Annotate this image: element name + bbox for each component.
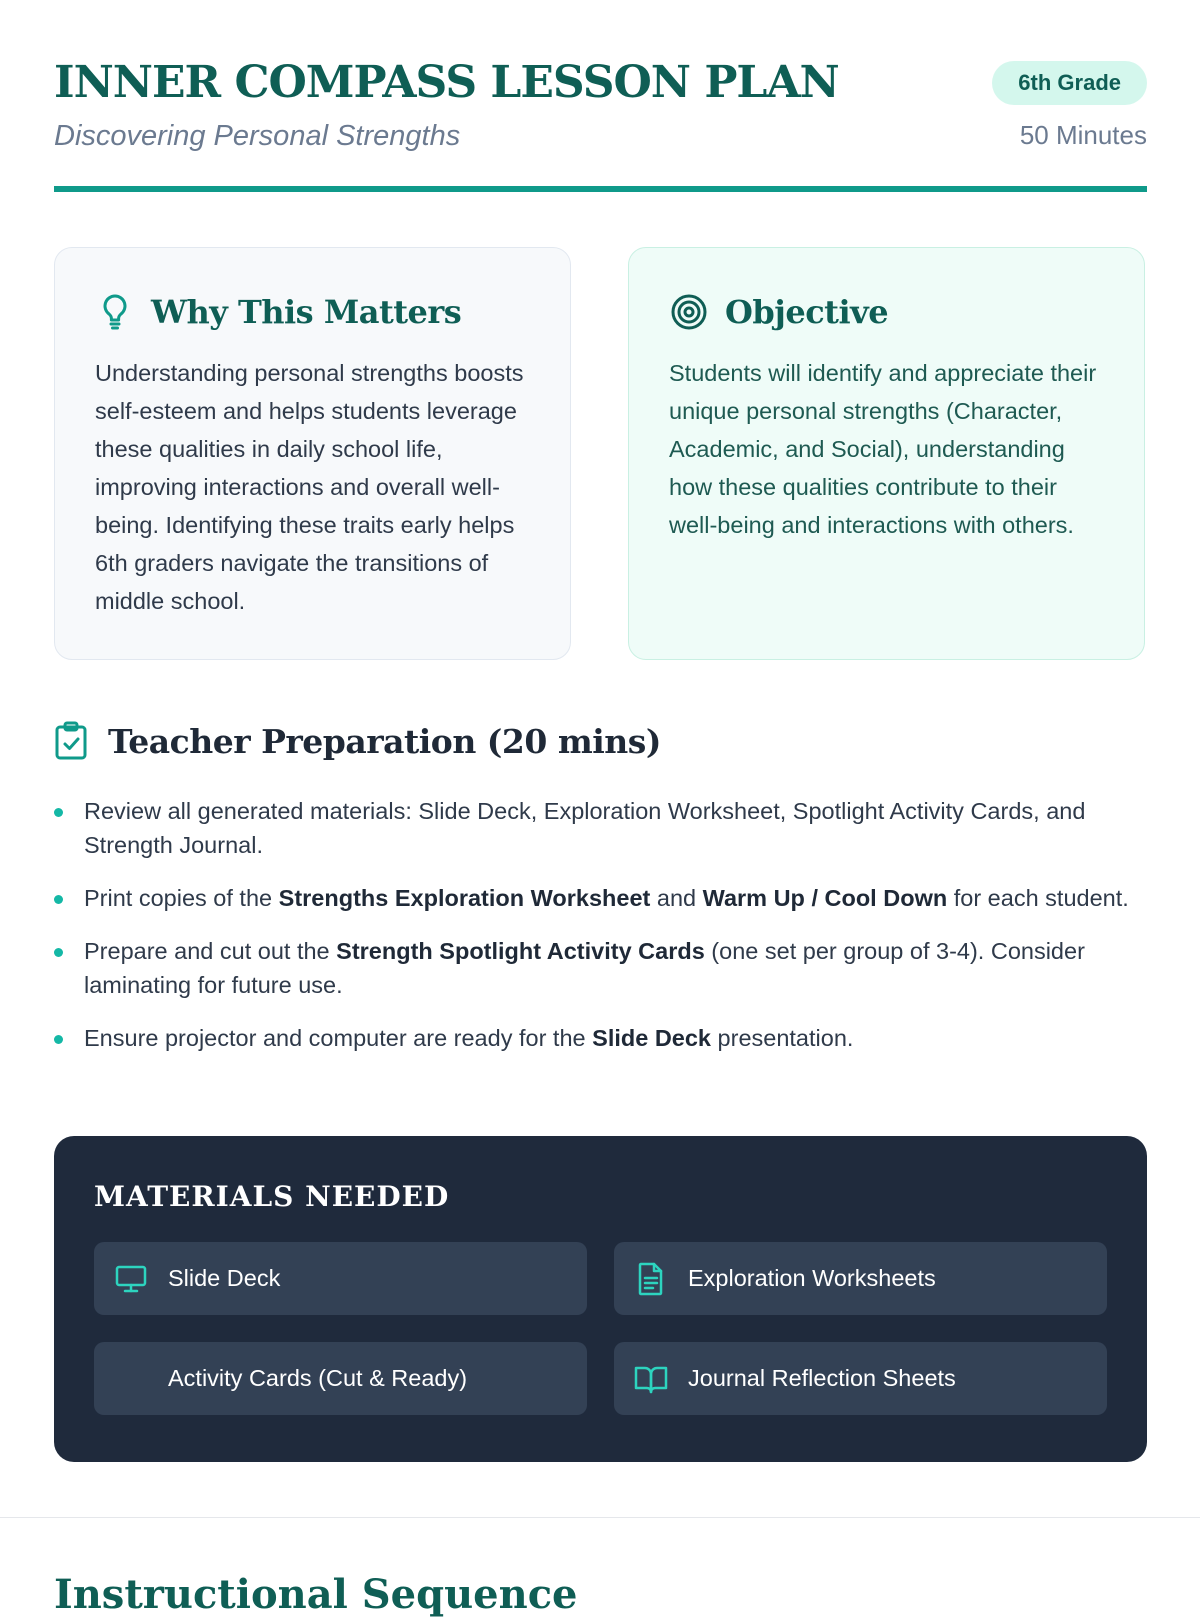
list-item [54, 881, 1147, 915]
bullet-dot [54, 948, 63, 957]
material-journal-sheets [614, 1342, 1107, 1415]
material-exploration-worksheets [614, 1242, 1107, 1315]
bullet-dot [54, 1035, 63, 1044]
page-subtitle: Discovering Personal Strengths [54, 120, 461, 152]
page-title: INNER COMPASS LESSON PLAN [54, 57, 839, 108]
material-label: Journal Reflection Sheets [688, 1365, 956, 1391]
prep-section-heading: Teacher Preparation (20 mins) [108, 721, 661, 761]
objective-card [628, 247, 1145, 660]
bullet-dot [54, 808, 63, 817]
prep-emphasis: Slide Deck [592, 1025, 712, 1051]
document-icon [634, 1262, 668, 1296]
material-label: Exploration Worksheets [688, 1265, 936, 1291]
clipboard-check-icon [54, 719, 92, 763]
prep-emphasis: Strength Spotlight Activity Cards [336, 938, 705, 964]
why-card-body: Understanding personal strengths boosts self-esteem and helps students leverage these qualities in daily school life, improving interactions and overall well-being. Identifying these traits early helps 6th graders navigate the transitions of middle school. [95, 360, 524, 614]
grade-badge: 6th Grade [992, 61, 1147, 105]
target-icon [669, 292, 709, 332]
material-slide-deck [94, 1242, 587, 1315]
prep-text: Print copies of the [84, 885, 279, 911]
prep-text: and [650, 885, 703, 911]
list-item [54, 934, 1147, 1002]
duration-label: 50 Minutes [1019, 120, 1147, 150]
bullet-dot [54, 895, 63, 904]
prep-text: (one set per group of 3-4). Consider laminating for future use. [84, 938, 1085, 998]
open-book-icon [634, 1362, 668, 1396]
prep-list [54, 794, 1147, 1055]
header [54, 0, 1147, 194]
section-divider [0, 1517, 1200, 1518]
objective-card-heading: Objective [725, 293, 889, 331]
prep-text: for each student. [947, 885, 1129, 911]
list-item [54, 1021, 1147, 1055]
monitor-icon [114, 1262, 148, 1296]
prep-text: Review all generated materials: Slide Deck, Exploration Worksheet, Spotlight Activity Cards, and Strength Journal. [84, 798, 1086, 858]
material-activity-cards [94, 1342, 587, 1415]
why-card-heading: Why This Matters [151, 293, 462, 331]
prep-section-header [54, 716, 1147, 766]
objective-card-header [669, 288, 1104, 336]
materials-needed-panel [54, 1136, 1147, 1462]
list-item [54, 794, 1147, 862]
prep-text: Prepare and cut out the [84, 938, 337, 964]
material-label: Slide Deck [168, 1265, 281, 1291]
why-card-header [95, 288, 530, 336]
prep-text: Ensure projector and computer are ready for the [84, 1025, 593, 1051]
overview-cards [54, 247, 1147, 662]
materials-grid [94, 1242, 1107, 1415]
why-this-matters-card [54, 247, 571, 660]
objective-card-body: Students will identify and appreciate their unique personal strengths (Character, Academic, and Social), understanding how these qualities contribute to their well-being and interactions with others. [669, 360, 1097, 538]
lesson-plan-page [54, 0, 1147, 1391]
teacher-preparation-section [54, 716, 1147, 1074]
activity-cards-icon-placeholder [114, 1362, 148, 1396]
prep-emphasis: Strengths Exploration Worksheet [278, 885, 651, 911]
prep-text: presentation. [711, 1025, 854, 1051]
header-divider [54, 186, 1147, 192]
lightbulb-icon [95, 292, 135, 332]
instructional-sequence-heading: Instructional Sequence [54, 1571, 578, 1618]
prep-emphasis: Warm Up / Cool Down [702, 885, 948, 911]
material-label: Activity Cards (Cut & Ready) [168, 1365, 468, 1391]
materials-heading: MATERIALS NEEDED [94, 1180, 450, 1213]
